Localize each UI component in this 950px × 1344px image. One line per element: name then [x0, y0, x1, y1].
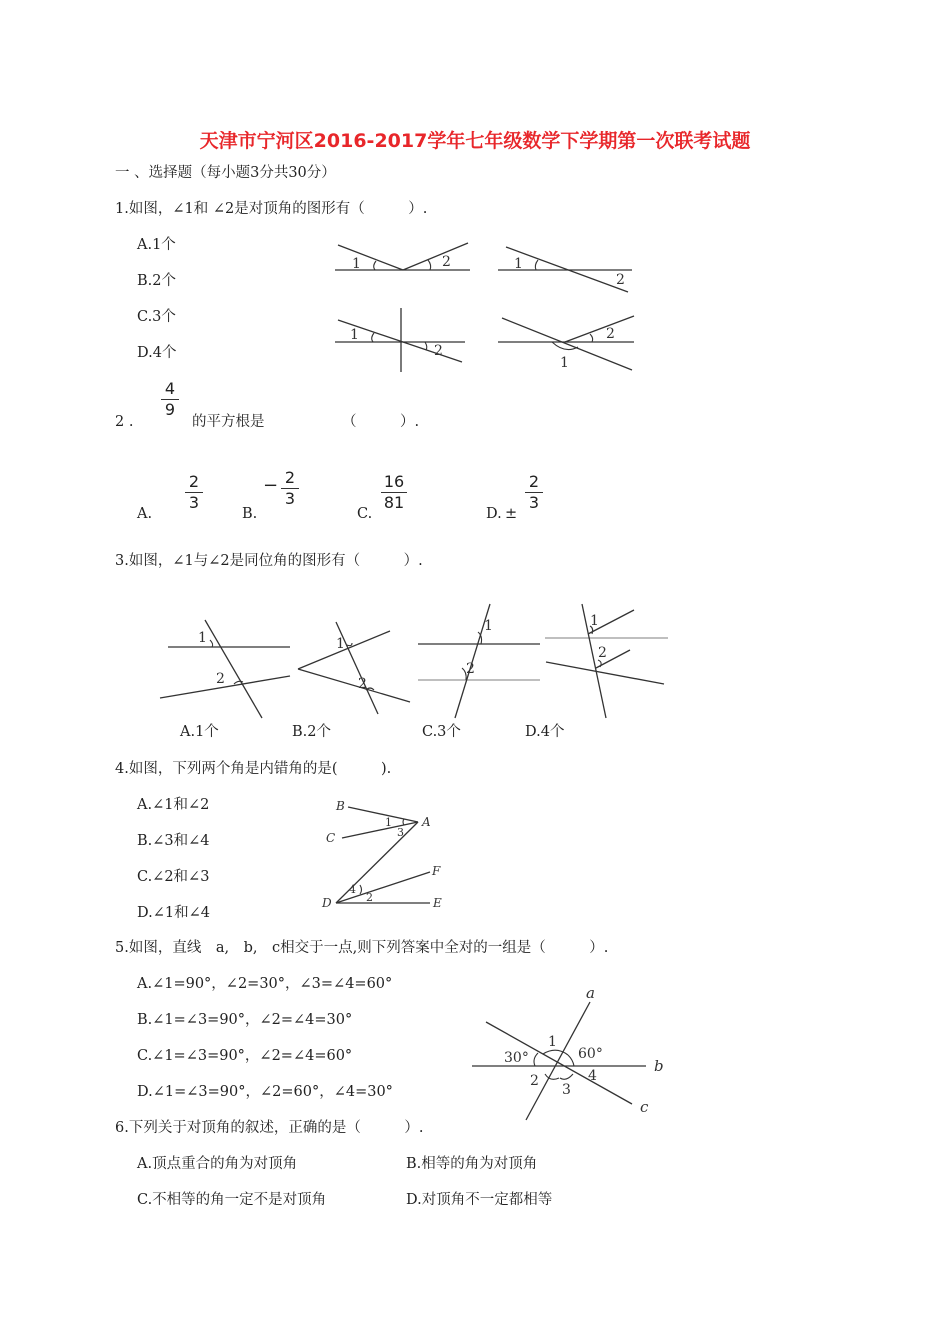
q2-option-b-fraction: 2 3	[281, 469, 299, 508]
q4-point-b: B	[336, 799, 345, 813]
q4-point-c: C	[326, 831, 336, 845]
q4-angle-2: 2	[366, 891, 373, 904]
q1-option-d[interactable]: D.4个	[137, 345, 177, 361]
q3-f4-angle-2: 2	[598, 645, 607, 661]
q2-number: 2 .	[115, 414, 134, 430]
q5-line-c: c	[640, 1098, 649, 1116]
q3-option-c[interactable]: C.3个	[422, 724, 461, 740]
q2-option-d-fraction: 2 3	[525, 473, 543, 512]
q2-option-c-fraction: 16 81	[381, 473, 407, 512]
q5-option-c[interactable]: C.∠1=∠3=90°，∠2=∠4=60°	[137, 1048, 353, 1064]
q4-point-f: F	[432, 864, 441, 878]
q5-angle-4: 4	[588, 1068, 597, 1084]
q3-f1-angle-1: 1	[198, 630, 207, 646]
q5-deg-30: 30°	[504, 1050, 529, 1066]
q2-paren: （ ）.	[342, 414, 420, 430]
q5-option-a[interactable]: A.∠1=90°，∠2=30°，∠3=∠4=60°	[137, 976, 393, 992]
q2-numerator: 4	[164, 379, 176, 398]
q4-angle-4: 4	[349, 883, 356, 896]
q4-point-d: D	[322, 896, 332, 910]
q3-option-b[interactable]: B.2个	[292, 724, 331, 740]
q4-option-a[interactable]: A.∠1和∠2	[137, 797, 210, 813]
q3-stem: 3.如图，∠1与∠2是同位角的图形有（ ）.	[115, 553, 423, 569]
q6-option-a[interactable]: A.顶点重合的角为对顶角	[137, 1156, 298, 1172]
q2-option-a[interactable]: A.	[137, 506, 153, 522]
q6-option-d[interactable]: D.对顶角不一定都相等	[406, 1192, 553, 1208]
page-title: 天津市宁河区2016-2017学年七年级数学下学期第一次联考试题	[199, 130, 751, 152]
q4-angle-1: 1	[385, 816, 392, 829]
q6-option-b[interactable]: B.相等的角为对顶角	[406, 1156, 538, 1172]
q1-f4-angle-1: 1	[560, 355, 569, 371]
q3-f3-angle-2: 2	[466, 661, 475, 677]
q1-f2-angle-2: 2	[616, 272, 625, 288]
q2-denominator: 9	[164, 400, 176, 419]
q4-option-d[interactable]: D.∠1和∠4	[137, 905, 210, 921]
q2-option-d-sign: ±	[505, 506, 518, 522]
q1-f2-angle-1: 1	[514, 256, 523, 272]
q3-f2-angle-2: 2	[358, 676, 367, 692]
q5-stem: 5.如图，直线 a, b, c相交于一点,则下列答案中全对的一组是（ ）.	[115, 940, 609, 956]
section-heading: 一 、选择题（每小题3分共30分）	[115, 165, 336, 181]
q4-point-a: A	[422, 815, 431, 829]
q2-option-b-sign: −	[263, 475, 279, 496]
q2-stem: 的平方根是	[192, 414, 265, 430]
q1-f3-angle-2: 2	[434, 343, 443, 359]
q3-f3-angle-1: 1	[484, 618, 493, 634]
q4-option-c[interactable]: C.∠2和∠3	[137, 869, 210, 885]
q5-deg-60: 60°	[578, 1046, 603, 1062]
q1-f3-angle-1: 1	[350, 327, 359, 343]
q5-option-d[interactable]: D.∠1=∠3=90°，∠2=60°，∠4=30°	[137, 1084, 393, 1100]
q4-stem: 4.如图，下列两个角是内错角的是( ).	[115, 761, 392, 777]
q5-angle-2: 2	[530, 1073, 539, 1089]
q6-stem: 6.下列关于对顶角的叙述，正确的是（ ）.	[115, 1120, 424, 1136]
q3-option-a[interactable]: A.1个	[180, 724, 219, 740]
q5-line-b: b	[654, 1057, 664, 1075]
q5-angle-1: 1	[548, 1034, 557, 1050]
q2-option-d[interactable]: D.	[486, 506, 502, 522]
q5-line-a: a	[586, 984, 595, 1002]
q3-f1-angle-2: 2	[216, 671, 225, 687]
q6-option-c[interactable]: C.不相等的角一定不是对顶角	[137, 1192, 327, 1208]
q4-option-b[interactable]: B.∠3和∠4	[137, 833, 210, 849]
q3-f2-angle-1: 1	[336, 636, 345, 652]
q1-stem: 1.如图，∠1和 ∠2是对顶角的图形有（ ）.	[115, 201, 428, 217]
q4-point-e: E	[433, 896, 442, 910]
q5-angle-3: 3	[562, 1082, 571, 1098]
q2-option-b[interactable]: B.	[242, 506, 258, 522]
q1-option-b[interactable]: B.2个	[137, 273, 176, 289]
q4-angle-3: 3	[397, 826, 404, 839]
q2-option-c[interactable]: C.	[357, 506, 373, 522]
q1-f4-angle-2: 2	[606, 326, 615, 342]
q5-option-b[interactable]: B.∠1=∠3=90°，∠2=∠4=30°	[137, 1012, 353, 1028]
q3-f4-angle-1: 1	[590, 613, 599, 629]
q1-option-c[interactable]: C.3个	[137, 309, 176, 325]
q2-option-a-fraction: 2 3	[185, 473, 203, 512]
q3-option-d[interactable]: D.4个	[525, 724, 565, 740]
q1-f1-angle-1: 1	[352, 256, 361, 272]
q1-option-a[interactable]: A.1个	[137, 237, 176, 253]
q1-f1-angle-2: 2	[442, 254, 451, 270]
